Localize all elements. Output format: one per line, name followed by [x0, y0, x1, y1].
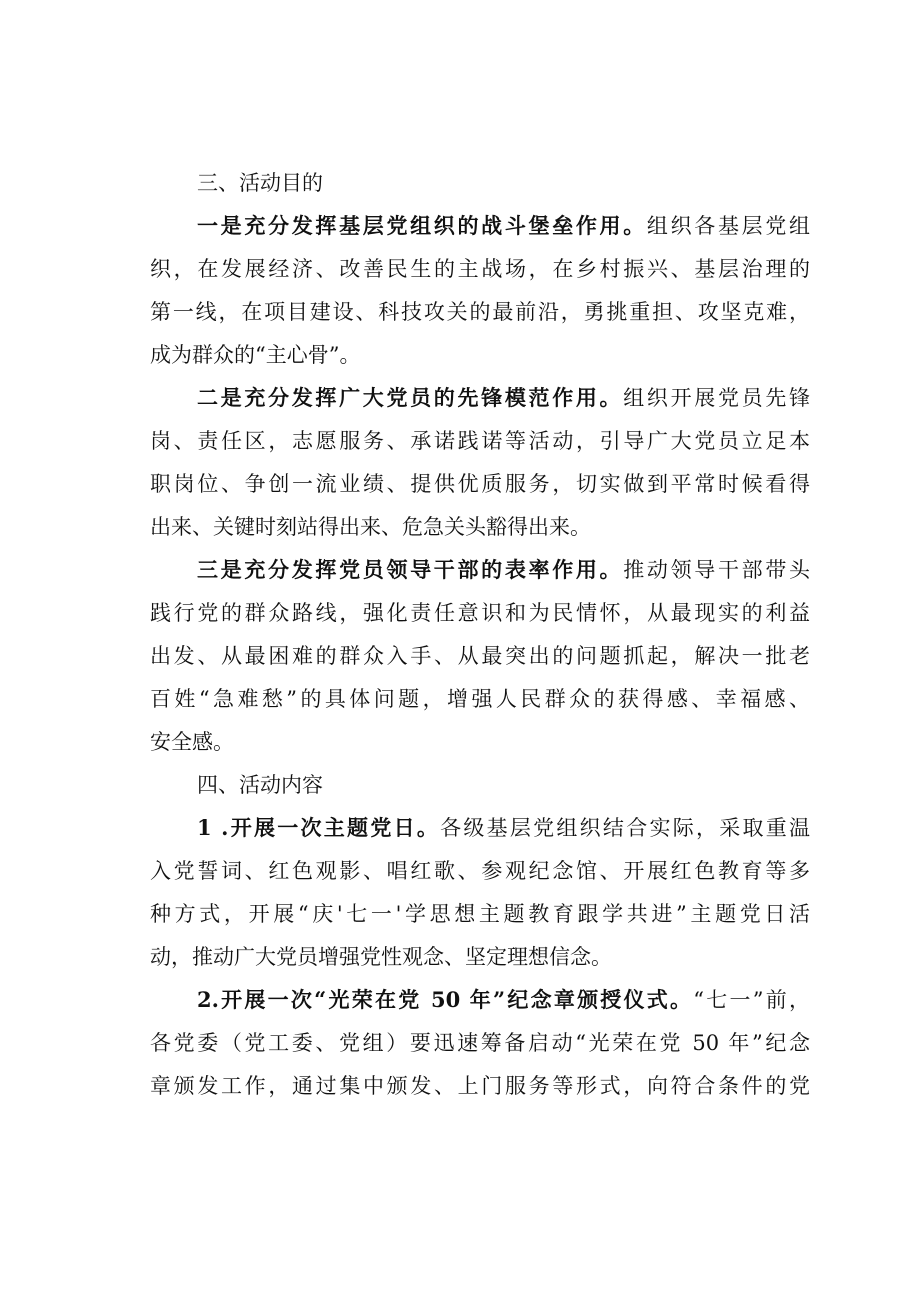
paragraph-1-line-2: 织，在发展经济、改善民生的主战场，在乡村振兴、基层治理的 [150, 257, 810, 281]
paragraph-5-line-1: 2.开展一次“光荣在党 50 年”纪念章颁授仪式。“七一”前， [197, 987, 810, 1012]
paragraph-5-line-2: 各党委（党工委、党组）要迅速筹备启动“光荣在党 50 年”纪念 [150, 1031, 810, 1055]
paragraph-5-lead: 2.开展一次“光荣在党 50 年”纪念章颁授仪式。 [197, 987, 694, 1012]
paragraph-4-line-1: 1 .开展一次主题党日。各级基层党组织结合实际，采取重温 [197, 815, 811, 840]
paragraph-2-line-2: 岗、责任区，志愿服务、承诺践诺等活动，引导广大党员立足本 [150, 429, 810, 453]
paragraph-2-lead: 二是充分发挥广大党员的先锋模范作用。 [197, 385, 624, 410]
paragraph-3-line-2: 践行党的群众路线，强化责任意识和为民情怀，从最现实的利益 [150, 601, 810, 625]
section-heading-activity-content: 四、活动内容 [197, 773, 323, 797]
paragraph-3-line-4: 百姓“急难愁”的具体问题，增强人民群众的获得感、幸福感、 [150, 687, 810, 711]
section-heading-activity-purpose: 三、活动目的 [197, 171, 323, 195]
paragraph-1-line-3: 第一线，在项目建设、科技攻关的最前沿，勇挑重担、攻坚克难， [150, 300, 810, 324]
paragraph-3-line-1: 三是充分发挥党员领导干部的表率作用。推动领导干部带头 [197, 557, 811, 582]
paragraph-5-line-3: 章颁发工作，通过集中颁发、上门服务等形式，向符合条件的党 [150, 1074, 810, 1098]
paragraph-4-line-3: 种方式，开展“庆'七一'学思想主题教育跟学共进”主题党日活 [150, 902, 810, 926]
paragraph-1-line-1: 一是充分发挥基层党组织的战斗堡垒作用。组织各基层党组 [197, 213, 811, 238]
paragraph-3-lead: 三是充分发挥党员领导干部的表率作用。 [197, 557, 624, 582]
paragraph-3-line-5: 安全感。 [150, 730, 234, 754]
paragraph-2-line-4: 出来、关键时刻站得出来、危急关头豁得出来。 [150, 515, 591, 539]
paragraph-4-line-2: 入党誓词、红色观影、唱红歌、参观纪念馆、开展红色教育等多 [150, 859, 810, 883]
paragraph-1-line-4: 成为群众的“主心骨”。 [150, 343, 361, 367]
paragraph-1-lead: 一是充分发挥基层党组织的战斗堡垒作用。 [197, 213, 647, 238]
paragraph-2-line-1: 二是充分发挥广大党员的先锋模范作用。组织开展党员先锋 [197, 385, 811, 410]
paragraph-4-lead: 1 .开展一次主题党日。 [197, 815, 441, 840]
paragraph-3-line-3: 出发、从最困难的群众入手、从最突出的问题抓起，解决一批老 [150, 644, 810, 668]
paragraph-2-line-3: 职岗位、争创一流业绩、提供优质服务，切实做到平常时候看得 [150, 472, 810, 496]
paragraph-4-line-4: 动，推动广大党员增强党性观念、坚定理想信念。 [150, 945, 612, 969]
